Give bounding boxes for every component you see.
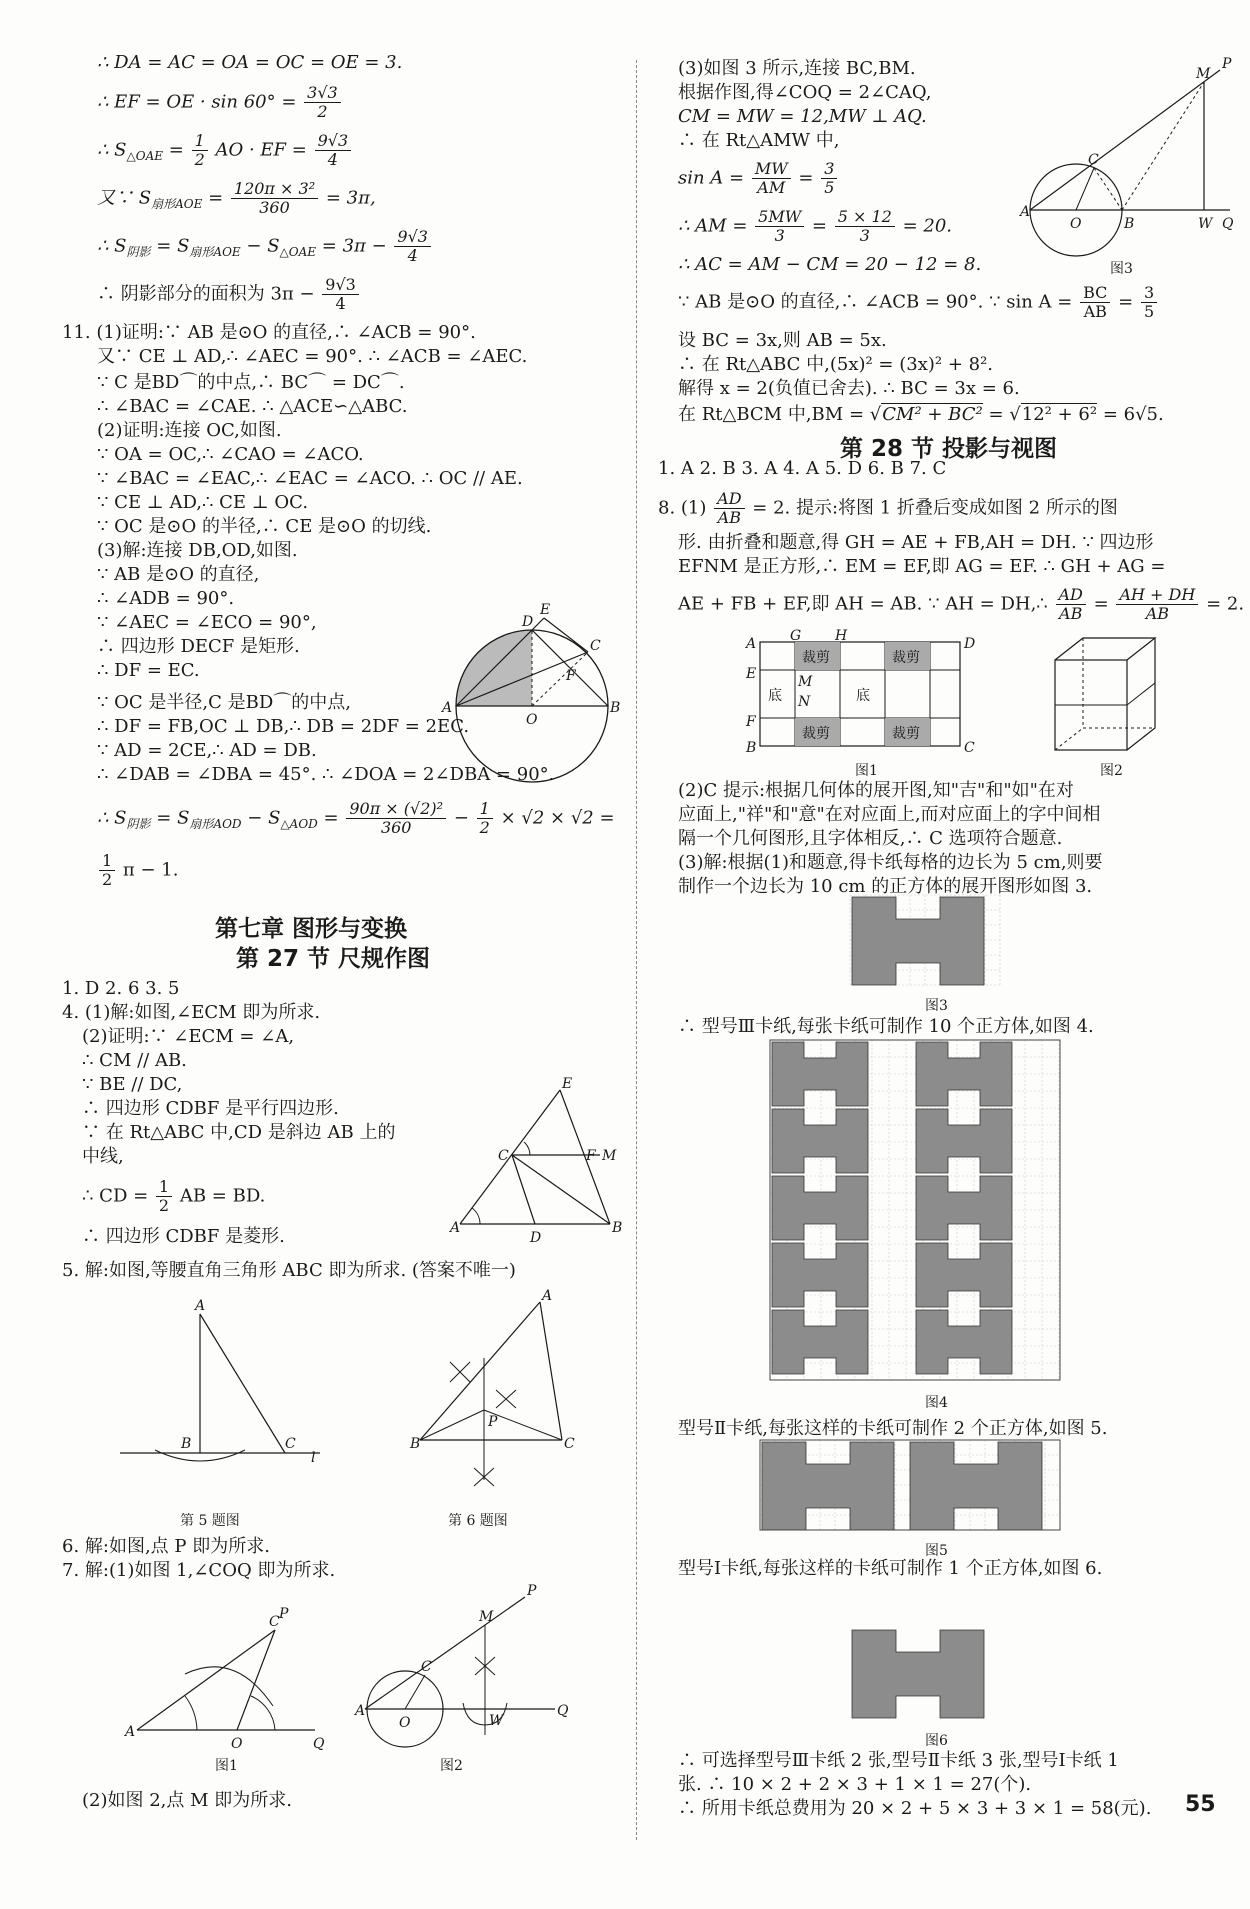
cube-net-shape [772,1310,868,1374]
cube-net-figure-6 [850,1628,1030,1728]
solution-line: 在 Rt△BCM 中,BM = √CM² + BC² = √12² + 6² = 6√5. [678,404,1164,425]
solution-line: 型号Ⅰ卡纸,每张这样的卡纸可制作 1 个正方体,如图 6. [678,1558,1103,1579]
label-E: E [746,666,757,682]
label-M: M [798,674,813,690]
label-D: D [964,636,976,652]
solution-line: ∴ AC = AM − CM = 20 − 12 = 8. [678,254,982,275]
label-M: M [479,1609,494,1625]
solution-line: (2)证明:连接 OC,如图. [97,420,282,441]
figure-caption: 第 5 题图 [180,1513,240,1529]
solution-line: ∵ OC 是⊙O 的半径,∴ CE 是⊙O 的切线. [97,516,432,537]
solution-line: ∴ EF = OE · sin 60° = $\frac{3√3}{2}$ [97,84,343,121]
solution-line: (2)证明:∵ ∠ECM = ∠A, [82,1026,295,1047]
cube-net-shape [916,1109,1012,1173]
triangle-figure-4 [450,1076,630,1250]
figure-problem-7-1 [125,1606,335,1752]
section-heading: 第 27 节 尺规作图 [236,946,431,972]
label-B: B [1124,216,1135,232]
solution-line: 11. (1)证明:∵ AB 是⊙O 的直径,∴ ∠ACB = 90°. [62,322,476,343]
figure-caption: 图5 [925,1543,948,1559]
label-B: B [612,1220,623,1236]
figure-problem-7-2 [355,1585,580,1745]
solution-line: (3)如图 3 所示,连接 BC,BM. [678,58,916,79]
right-column [640,0,1250,1909]
label-D: D [522,614,534,630]
figure-caption: 图2 [1100,763,1123,779]
solution-line: ∴ ∠ADB = 90°. [97,588,235,609]
figure-problem-6 [410,1290,580,1490]
solution-line: ∴ $S_{\triangle OAE}$ = $\frac{1}{2}$ AO · EF = $\frac{9√3}{4}$ [97,132,353,169]
solution-line: ∵ ∠BAC = ∠EAC,∴ ∠EAC = ∠ACO. ∴ OC // AE. [97,468,523,489]
cube-net-figure-3 [850,895,1030,995]
label-A: A [125,1724,136,1740]
cube-net-figure-5 [760,1440,1100,1540]
cube-net-shape [772,1109,868,1173]
solution-line: ∴ 四边形 CDBF 是平行四边形. [82,1098,339,1119]
solution-line: 形. 由折叠和题意,得 GH = AE + FB,AH = DH. ∵ 四边形 [678,532,1154,553]
solution-line: ∴ 在 Rt△AMW 中, [678,130,840,151]
solution-line: ∴ 阴影部分的面积为 3π − $\frac{9√3}{4}$ [97,276,361,313]
label-P: P [279,1606,289,1622]
column-divider [636,60,637,1840]
solution-line: $\frac{1}{2}$ π − 1. [97,852,178,889]
solution-line: ∵ CE ⊥ AD,∴ CE ⊥ OC. [97,492,309,513]
figure-caption: 图3 [1110,261,1133,277]
fraction: $\frac{3√3}{2}$ [304,84,341,121]
solution-line: 5. 解:如图,等腰直角三角形 ABC 即为所求. (答案不唯一) [62,1260,516,1281]
label-W: W [1198,216,1213,232]
figure-problem-5 [115,1300,325,1480]
solution-line: ∴ DA = AC = OA = OC = OE = 3. [97,52,403,73]
label-A: A [450,1220,461,1236]
solution-line: ∴ $S_{阴影} = S_{扇形AOE} - S_{\triangle OAE} = 3\pi$ − $\frac{9√3}{4}$ [97,228,433,265]
solution-line: ∴ 型号Ⅲ卡纸,每张卡纸可制作 10 个正方体,如图 4. [678,1016,1094,1037]
label-Q: Q [557,1703,569,1719]
label-P: P [1222,56,1232,72]
cube-net-shape [916,1176,1012,1240]
cube-net-shape [772,1042,868,1106]
solution-line: 4. (1)解:如图,∠ECM 即为所求. [62,1002,321,1023]
solution-line: 隔一个几何图形,且字体相反,∴ C 选项符合题意. [678,828,1063,849]
solution-line: (2)C 提示:根据几何体的展开图,知"吉"和"如"在对 [678,780,1074,801]
solution-line: 中线, [82,1146,124,1167]
figure-caption: 图3 [925,998,948,1014]
solution-line: 根据作图,得∠COQ = 2∠CAQ, [678,82,932,103]
label-O: O [399,1715,411,1731]
solution-line: ∵ OC 是半径,C 是BD⌒的中点, [97,692,352,713]
label-A: A [442,700,453,716]
solution-line: ∴ 四边形 CDBF 是菱形. [82,1226,285,1247]
label-A: A [195,1298,206,1314]
solution-line: (2)如图 2,点 M 即为所求. [82,1790,292,1811]
figure-caption: 图1 [855,763,878,779]
solution-line: ∴ 四边形 DECF 是矩形. [97,636,300,657]
solution-line: ∵ OA = OC,∴ ∠CAO = ∠ACO. [97,444,364,465]
figure-caption: 第 6 题图 [448,1513,508,1529]
section-heading: 第 28 节 投影与视图 [840,436,1058,462]
solution-line: ∵ AD = 2CE,∴ AD = DB. [97,740,317,761]
cube-net-shape [772,1176,868,1240]
solution-line: 7. 解:(1)如图 1,∠COQ 即为所求. [62,1560,336,1581]
cube-net-shape [772,1243,868,1307]
cube-net-shape [916,1310,1012,1374]
label-P: P [488,1414,498,1430]
label-A: A [542,1288,553,1304]
solution-line: ∵ AB 是⊙O 的直径,∴ ∠ACB = 90°. ∵ sin A = $\frac{BC}{AB}$ = $\frac{3}{5}$ [678,284,1159,321]
label-C: C [564,1436,575,1452]
label-B: B [746,740,757,756]
solution-line: CM = MW = 12,MW ⊥ AQ. [678,106,927,127]
solution-line: ∵ 在 Rt△ABC 中,CD 是斜边 AB 上的 [82,1122,396,1143]
label-B: B [610,700,621,716]
solution-line: ∴ DF = EC. [97,660,200,681]
solution-line: 解得 x = 2(负值已舍去). ∴ BC = 3x = 6. [678,378,1020,399]
figure-caption: 图6 [925,1733,948,1749]
fold-figure-1 [740,630,980,760]
solution-line: 8. (1) $\frac{AD}{AB}$ = 2. 提示:将图 1 折叠后变成如图 2 所示的图 [658,489,1118,527]
label-C: C [269,1614,280,1630]
solution-line: ∵ C 是BD⌒的中点,∴ BC⌒ = DC⌒. [97,372,405,393]
label-M: M [602,1148,617,1164]
label-C: C [964,740,975,756]
solution-line: ∴ $S_{阴影} = S_{扇形AOD} - S_{\triangle AOD}$ = $\frac{\text{90π × (√2)²}}{360}$ − $\frac{1}{2}$ × √2 × √2 = [97,799,615,837]
figure-caption: 图2 [440,1758,463,1774]
label-O: O [231,1736,243,1752]
figure-caption: 图4 [925,1395,948,1411]
solution-line: 1. D 2. 6 3. 5 [62,978,180,999]
label-A: A [355,1703,366,1719]
solution-line: ∴ 所用卡纸总费用为 20 × 2 + 5 × 3 + 3 × 1 = 58(元). [678,1798,1152,1819]
label-C: C [498,1148,509,1164]
solution-line: ∴ ∠BAC = ∠CAE. ∴ △ACE∽△ABC. [97,396,408,417]
solution-line: 设 BC = 3x,则 AB = 5x. [678,330,887,351]
cut-label: 裁剪 [802,650,830,666]
solution-line: (3)解:连接 DB,OD,如图. [97,540,298,561]
label-F: F [746,714,756,730]
label-O: O [1070,216,1082,232]
solution-line: ∵ AB 是⊙O 的直径, [97,564,260,585]
solution-line: ∵ BE // DC, [82,1074,183,1095]
bottom-label: 底 [856,688,870,704]
solution-line: ∴ AM = $\frac{5MW}{3}$ = $\frac{5 \times 12}{3}$ = 20. [678,207,953,245]
cut-label: 裁剪 [802,726,830,742]
label-C: C [590,638,601,654]
solution-line: 张. ∴ 10 × 2 + 2 × 3 + 1 × 1 = 27(个). [678,1774,1032,1795]
label-G: G [790,628,802,644]
solution-line: EFNM 是正方形,∴ EM = EF,即 AG = EF. ∴ GH + AG = [678,556,1166,577]
solution-line: AE + FB + EF,即 AH = AB. ∵ AH = DH,∴ $\frac{AD}{AB}$ = $\frac{AH + DH}{AB}$ = 2. [678,585,1245,623]
chapter-heading: 第七章 图形与变换 [215,916,408,942]
solution-line: 又∵ CE ⊥ AD,∴ ∠AEC = 90°. ∴ ∠ACB = ∠AEC. [97,346,528,367]
label-O: O [526,712,538,728]
solution-line: sin A = $\frac{MW}{AM}$ = $\frac{3}{5}$ [678,160,839,197]
label-C: C [421,1659,432,1675]
solution-line: ∴ DF = FB,OC ⊥ DB,∴ DB = 2DF = 2EC. [97,716,470,737]
cut-label: 裁剪 [892,726,920,742]
cube-net-figure-4 [770,1040,1110,1390]
solution-line: ∴ CM // AB. [82,1050,187,1071]
label-D: D [530,1230,542,1246]
label-P: P [527,1583,537,1599]
solution-line: (3)解:根据(1)和题意,得卡纸每格的边长为 5 cm,则要 [678,852,1103,873]
label-H: H [835,628,848,644]
cut-label: 裁剪 [892,650,920,666]
solution-line: 制作一个边长为 10 cm 的正方体的展开图形如图 3. [678,876,1093,897]
label-A: A [746,636,757,652]
cube-net-shape [916,1243,1012,1307]
solution-line: 6. 解:如图,点 P 即为所求. [62,1536,270,1557]
solution-line: 又∵ $S_{扇形AOE}$ = $\frac{\text{120π × 3²}}{360}$ = 3π, [97,179,376,217]
label-l: l [311,1450,316,1466]
cube-net-shape [916,1042,1012,1106]
solution-line: 应面上,"祥"和"意"在对应面上,而对应面上的字中间相 [678,804,1101,825]
label-F: F [566,668,576,684]
solution-line: 1. A 2. B 3. A 4. A 5. D 6. B 7. C [658,458,947,479]
figure-3-circle [1020,56,1240,260]
label-B: B [410,1436,421,1452]
label-F: F [586,1148,596,1164]
label-E: E [540,602,551,618]
solution-line: ∴ 在 Rt△ABC 中,(5x)² = (3x)² + 8². [678,354,994,375]
solution-line: ∵ ∠AEC = ∠ECO = 90°, [97,612,317,633]
label-C: C [285,1436,296,1452]
bottom-label: 底 [768,688,782,704]
solution-line: 型号Ⅱ卡纸,每张这样的卡纸可制作 2 个正方体,如图 5. [678,1418,1108,1439]
label-N: N [798,694,811,710]
label-E: E [562,1076,573,1092]
cube-net-shape [852,1630,984,1718]
label-B: B [181,1436,192,1452]
label-Q: Q [1222,216,1234,232]
figure-caption: 图1 [215,1758,238,1774]
solution-line: ∴ CD = $\frac{1}{2}$ AB = BD. [82,1177,266,1215]
label-A: A [1020,204,1031,220]
solution-line: ∴ 可选择型号Ⅲ卡纸 2 张,型号Ⅱ卡纸 3 张,型号Ⅰ卡纸 1 [678,1750,1119,1771]
label-C: C [1088,152,1099,168]
label-Q: Q [313,1736,325,1752]
cuboid-figure-2 [1045,630,1175,760]
solution-line: ∴ ∠DAB = ∠DBA = 45°. ∴ ∠DOA = 2∠DBA = 90°. [97,764,555,785]
label-W: W [489,1713,504,1729]
label-M: M [1196,66,1211,82]
page-number: 55 [1185,1792,1216,1817]
